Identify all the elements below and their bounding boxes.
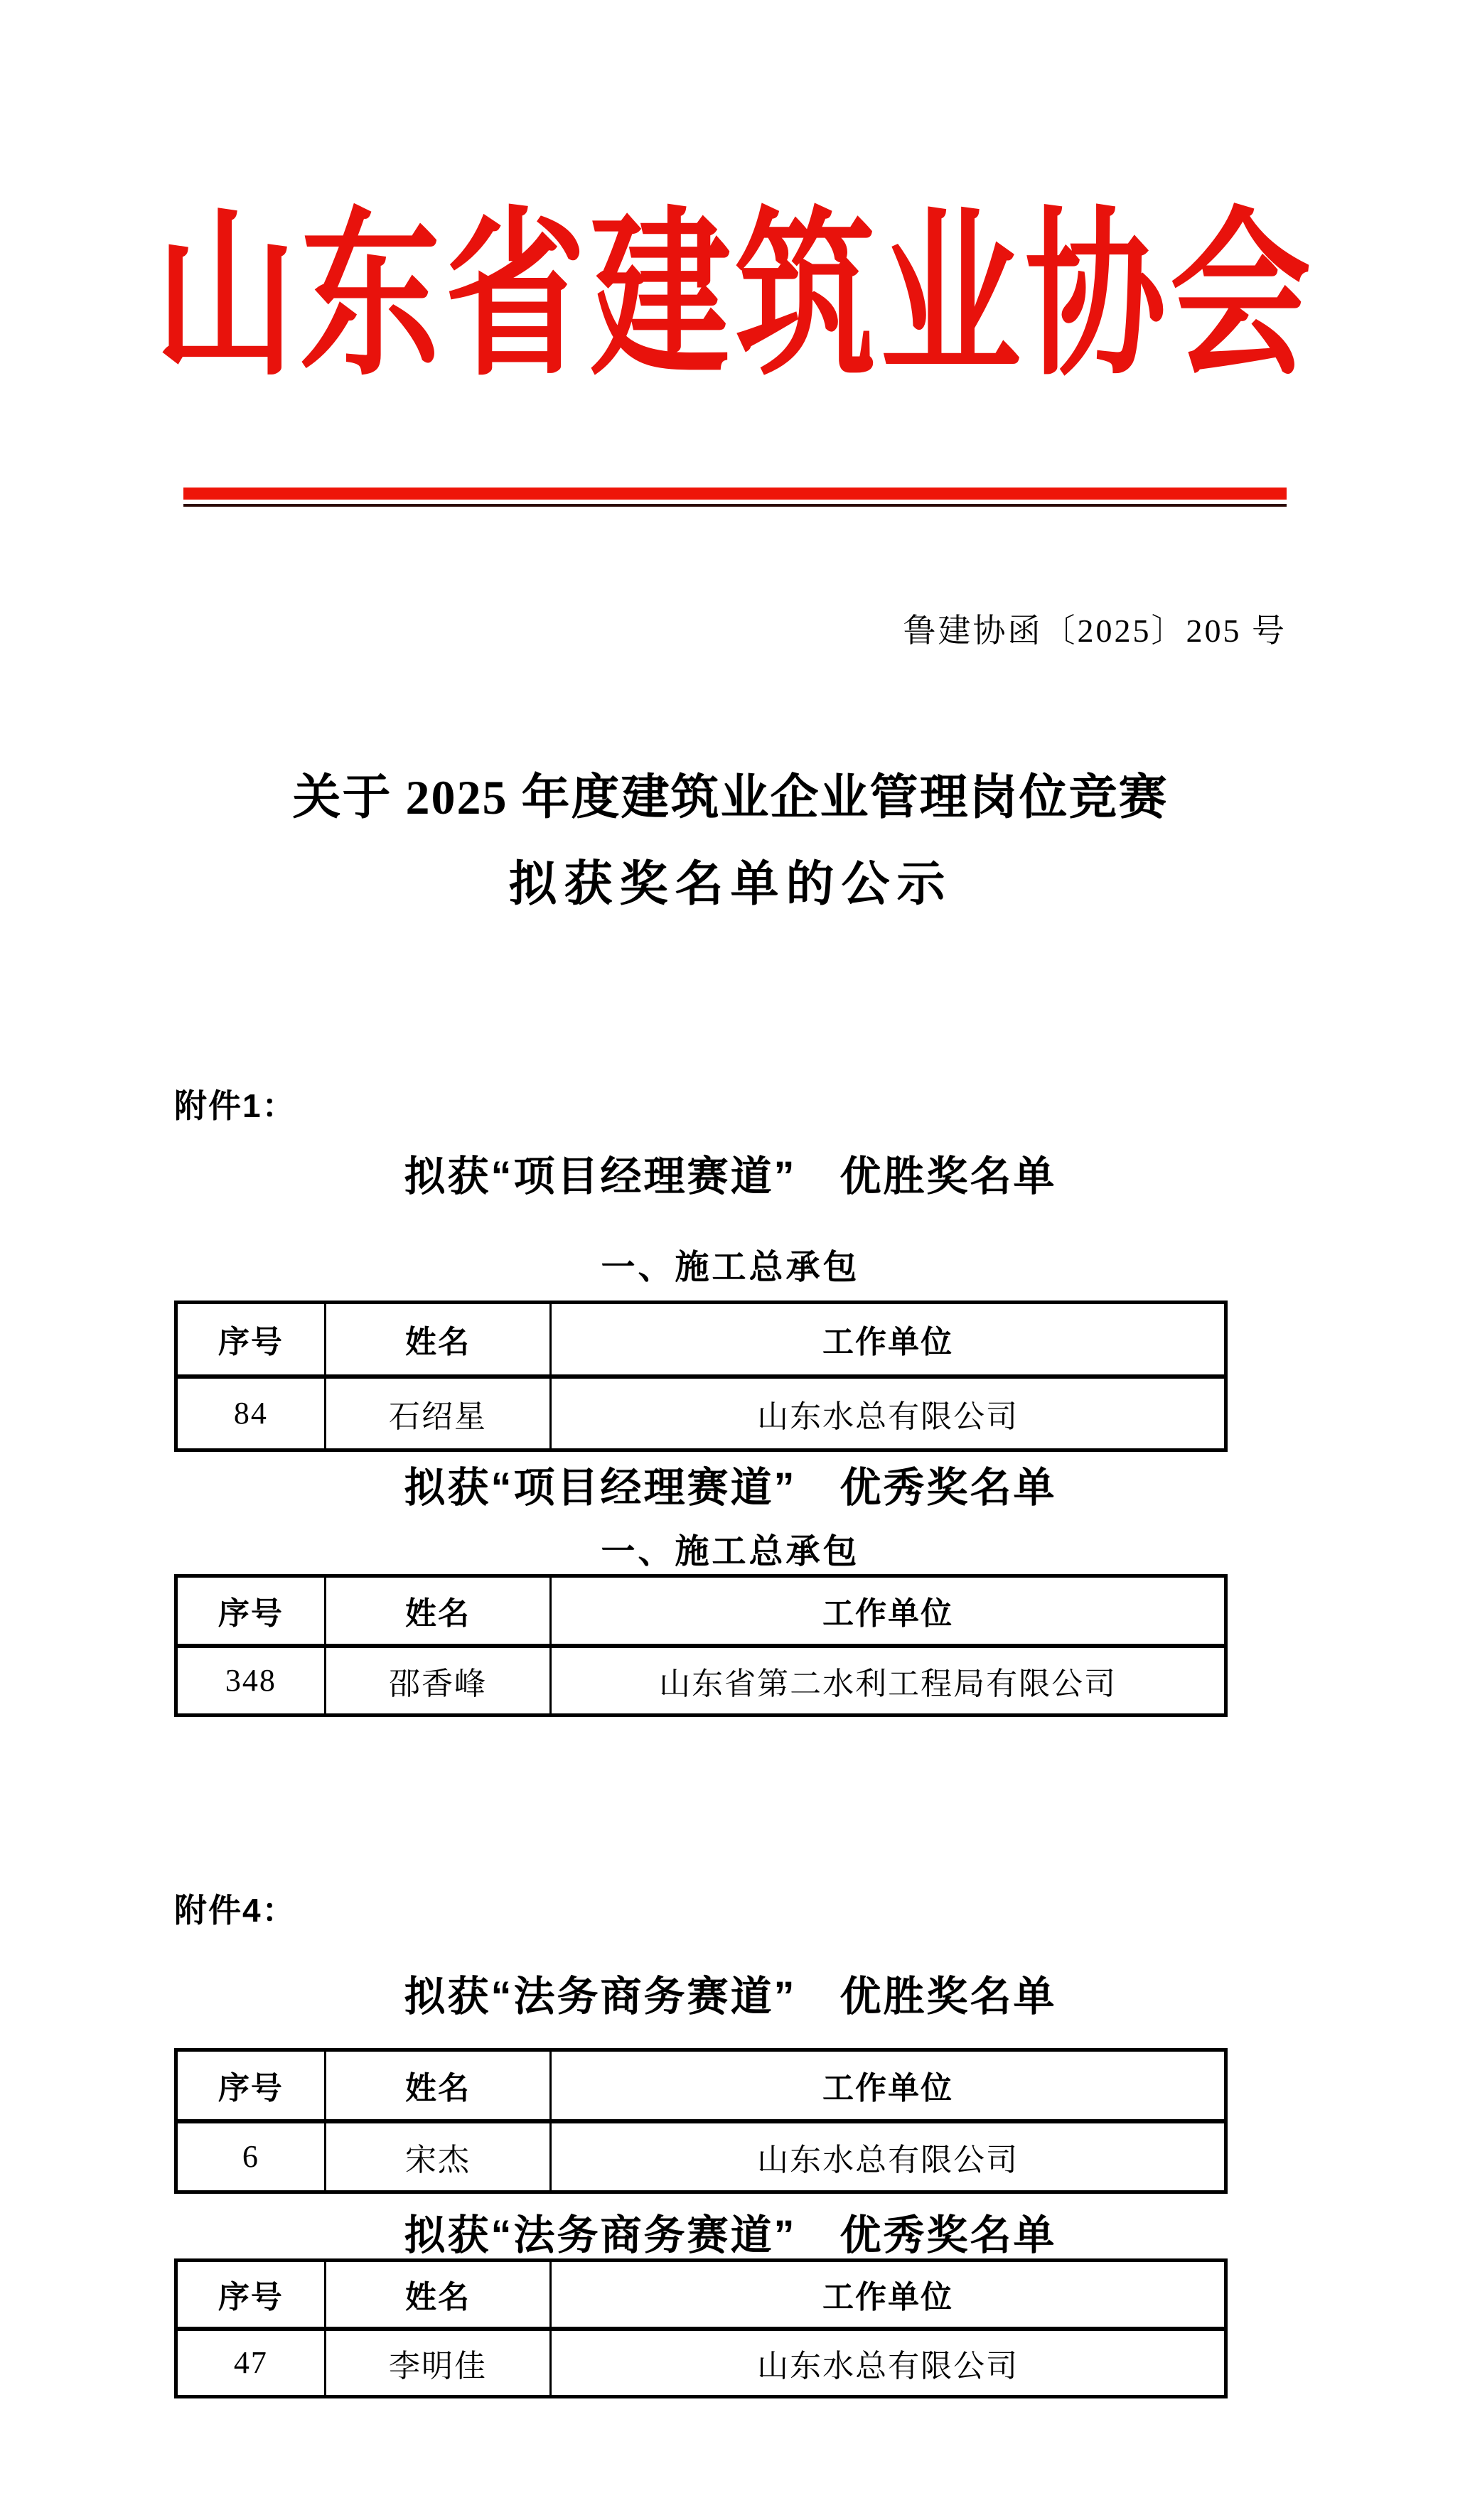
cell-name: 李明佳 [325, 2329, 551, 2397]
col-header-name: 姓名 [325, 2050, 551, 2121]
award-table-legal-winner [174, 2048, 1228, 2194]
table-header-row [176, 1576, 1226, 1646]
table-row [176, 1377, 1226, 1450]
cell-workunit: 山东水总有限公司 [551, 2329, 1226, 2397]
section-title-legal-winner: 拟获“法务商务赛道” 优胜奖名单 [404, 1974, 1057, 2020]
cell-name: 石绍星 [325, 1377, 551, 1450]
col-header-name: 姓名 [325, 1576, 551, 1646]
col-header-workunit: 工作单位 [551, 2050, 1226, 2121]
section-subtitle-pm-excellent: 一、施工总承包 [601, 1533, 860, 1571]
award-table-legal-excellent [174, 2258, 1228, 2398]
masthead-rule-thin [183, 504, 1287, 507]
table-row [176, 2329, 1226, 2397]
cell-name: 宋杰 [325, 2121, 551, 2192]
cell-workunit: 山东省第二水利工程局有限公司 [551, 1646, 1226, 1716]
section-title-pm-winner: 拟获“项目经理赛道” 优胜奖名单 [404, 1153, 1057, 1200]
table-row [176, 2121, 1226, 2192]
cell-name: 邵香峰 [325, 1646, 551, 1716]
section-subtitle-pm-winner: 一、施工总承包 [601, 1249, 860, 1286]
award-table-pm-winner [174, 1301, 1228, 1452]
cell-serial: 47 [176, 2329, 326, 2397]
table-header-row [176, 2050, 1226, 2121]
masthead-rule-red [183, 488, 1287, 500]
attachment-label-4: 附件4： [174, 1892, 296, 1929]
masthead-org-title: 山东省建筑业协会 [155, 197, 1315, 397]
page-title-line-2: 拟获奖名单的公示 [508, 857, 953, 911]
cell-workunit: 山东水总有限公司 [551, 1377, 1226, 1450]
section-title-legal-excellent: 拟获“法务商务赛道” 优秀奖名单 [404, 2212, 1057, 2258]
cell-serial: 6 [176, 2121, 326, 2192]
doc-number: 鲁建协函〔2025〕205 号 [903, 613, 1287, 649]
page-title-line-1: 关于 2025 年度建筑业企业管理岗位竞赛 [292, 770, 1169, 824]
attachment-label-1: 附件1： [174, 1087, 296, 1124]
table-header-row [176, 1303, 1226, 1377]
col-header-name: 姓名 [325, 2261, 551, 2329]
cell-workunit: 山东水总有限公司 [551, 2121, 1226, 2192]
col-header-serial: 序号 [176, 2050, 326, 2121]
table-header-row [176, 2261, 1226, 2329]
col-header-serial: 序号 [176, 1576, 326, 1646]
col-header-name: 姓名 [325, 1303, 551, 1377]
col-header-serial: 序号 [176, 2261, 326, 2329]
section-title-pm-excellent: 拟获“项目经理赛道” 优秀奖名单 [404, 1465, 1057, 1511]
award-table-pm-excellent [174, 1574, 1228, 1717]
col-header-workunit: 工作单位 [551, 1303, 1226, 1377]
cell-serial: 84 [176, 1377, 326, 1450]
col-header-serial: 序号 [176, 1303, 326, 1377]
cell-serial: 348 [176, 1646, 326, 1716]
table-row [176, 1646, 1226, 1716]
col-header-workunit: 工作单位 [551, 2261, 1226, 2329]
col-header-workunit: 工作单位 [551, 1576, 1226, 1646]
